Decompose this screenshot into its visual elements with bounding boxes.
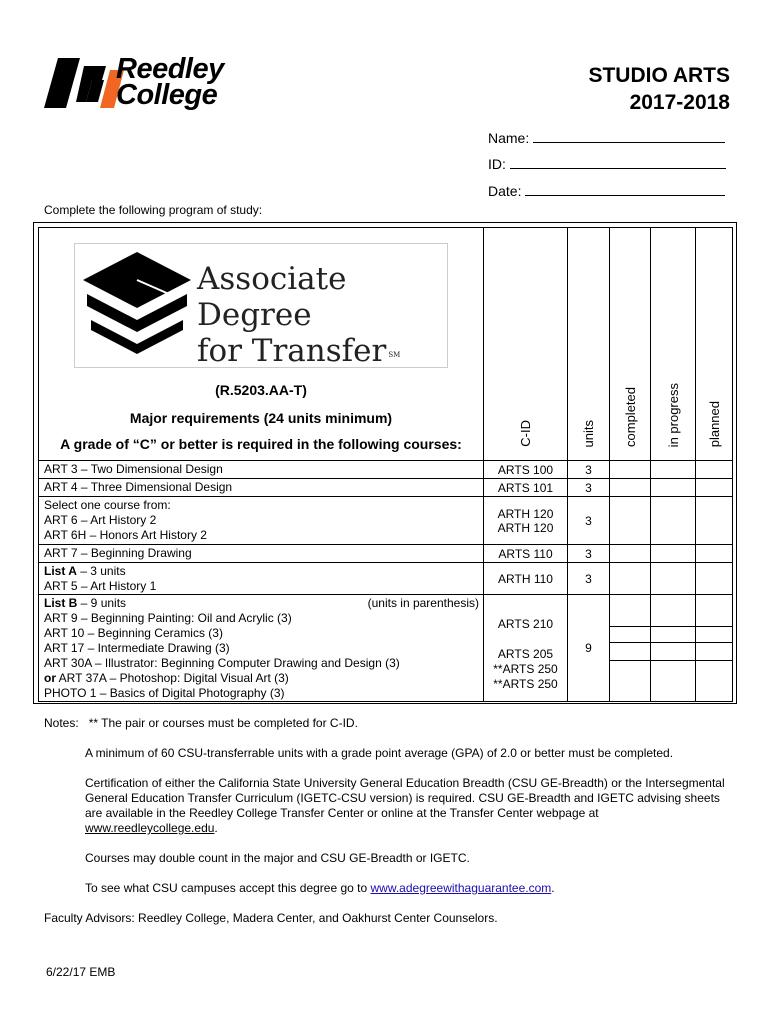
checkbox-planned[interactable] bbox=[696, 479, 733, 497]
faculty-advisors: Faculty Advisors: Reedley College, Madera Center, and Oakhurst Center Counselors. bbox=[44, 911, 498, 925]
checkbox-planned[interactable] bbox=[696, 643, 733, 661]
checkbox-completed[interactable] bbox=[610, 595, 651, 627]
checkbox-planned[interactable] bbox=[696, 595, 733, 627]
col-header-completed: completed bbox=[610, 228, 651, 461]
header-cell bbox=[39, 228, 484, 461]
col-header-cid: C-ID bbox=[484, 228, 568, 461]
table-row: ART 3 – Two Dimensional Design ARTS 100 3 bbox=[39, 461, 733, 479]
adegree-guarantee-link[interactable]: www.adegreewithaguarantee.com bbox=[370, 881, 552, 895]
footer-date: 6/22/17 EMB bbox=[46, 965, 116, 979]
checkbox-in-progress[interactable] bbox=[651, 595, 696, 627]
checkbox-completed[interactable] bbox=[610, 643, 651, 661]
checkbox-in-progress[interactable] bbox=[651, 563, 696, 595]
checkbox-completed[interactable] bbox=[610, 627, 651, 643]
notes-section: Notes: ** The pair or courses must be completed for C-ID. A minimum of 60 CSU-transferrable units with a grade point average (GPA) of 2.0 or better must be completed. Certification of either the California State University General Education Breadth (CSU GE-Breadth) or the Intersegmental General Education Transfer Curriculum (IGETC-CSU version) is required. CSU GE-Breadth and IGETC advising sheets are available in the Reedley College Transfer Center or online at the Transfer Center webpage at www.reedleycollege.edu. Courses may double count in the major and CSU GE-Breadth or IGETC. To see what CSU campuses accept this degree go to www.adegreewithaguarantee.com. Faculty Advisors: Reedley College, Madera Center, and Oakhurst Center Counselors. bbox=[44, 716, 734, 926]
checkbox-planned[interactable] bbox=[696, 545, 733, 563]
major-requirements: Major requirements (24 units minimum) bbox=[129, 410, 393, 426]
checkbox-in-progress[interactable] bbox=[651, 627, 696, 643]
checkbox-in-progress[interactable] bbox=[651, 643, 696, 661]
logo-wordmark: Reedley College bbox=[116, 53, 224, 111]
date-field[interactable]: Date: bbox=[488, 183, 725, 199]
checkbox-in-progress[interactable] bbox=[651, 545, 696, 563]
date-blank[interactable] bbox=[525, 183, 725, 196]
table-row: Select one course from: ART 6 – Art History 2 ART 6H – Honors Art History 2 ARTH 120 ARTH 120 3 bbox=[39, 497, 733, 545]
instruction-text: Complete the following program of study: bbox=[44, 203, 263, 217]
adt-logo-text: Associate Degree for Transfer ℠ bbox=[197, 261, 401, 369]
col-header-in-progress: in progress bbox=[651, 228, 696, 461]
table-row: ART 4 – Three Dimensional Design ARTS 101 3 bbox=[39, 479, 733, 497]
checkbox-planned[interactable] bbox=[696, 461, 733, 479]
checkbox-completed[interactable] bbox=[610, 545, 651, 563]
table-row: List A – 3 units ART 5 – Art History 1 ARTH 110 3 bbox=[39, 563, 733, 595]
checkbox-completed[interactable] bbox=[610, 497, 651, 545]
adt-logo bbox=[74, 243, 448, 368]
checkbox-completed[interactable] bbox=[610, 563, 651, 595]
checkbox-planned[interactable] bbox=[696, 627, 733, 643]
checkbox-in-progress[interactable] bbox=[651, 461, 696, 479]
program-code: (R.5203.AA-T) bbox=[215, 382, 307, 398]
col-header-units: units bbox=[568, 228, 610, 461]
checkbox-completed[interactable] bbox=[610, 661, 651, 702]
col-header-planned: planned bbox=[696, 228, 733, 461]
graduation-cap-icon bbox=[81, 250, 193, 360]
checkbox-completed[interactable] bbox=[610, 461, 651, 479]
program-table bbox=[38, 227, 733, 702]
document-title: STUDIO ARTS 2017-2018 bbox=[588, 64, 730, 114]
checkbox-planned[interactable] bbox=[696, 563, 733, 595]
reedley-college-link[interactable]: www.reedleycollege.edu bbox=[85, 821, 215, 835]
checkbox-completed[interactable] bbox=[610, 479, 651, 497]
name-field[interactable]: Name: bbox=[488, 130, 725, 146]
table-row: ART 7 – Beginning Drawing ARTS 110 3 bbox=[39, 545, 733, 563]
table-row: List B – 9 units (units in parenthesis) ART 9 – Beginning Painting: Oil and Acrylic (3) ART 10 – Beginning Ceramics (3) ART 17 – Intermediate Drawing (3) ART 30A – Illustrator: Beginning Computer Drawing and Design (3) or ART 37A – Photoshop: Digital Visual Art (3) PHOTO 1 – Basics of Digital Photography (3) ARTS 210 ARTS 205 **ARTS 250 **ARTS 250 9 bbox=[39, 595, 733, 611]
checkbox-in-progress[interactable] bbox=[651, 661, 696, 702]
checkbox-planned[interactable] bbox=[696, 661, 733, 702]
id-blank[interactable] bbox=[510, 156, 726, 169]
checkbox-planned[interactable] bbox=[696, 497, 733, 545]
name-blank[interactable] bbox=[533, 130, 725, 143]
checkbox-in-progress[interactable] bbox=[651, 497, 696, 545]
grade-requirement: A grade of “C” or better is required in the following courses: bbox=[60, 436, 462, 452]
reedley-college-logo bbox=[44, 53, 249, 111]
checkbox-in-progress[interactable] bbox=[651, 479, 696, 497]
id-field[interactable]: ID: bbox=[488, 156, 726, 172]
